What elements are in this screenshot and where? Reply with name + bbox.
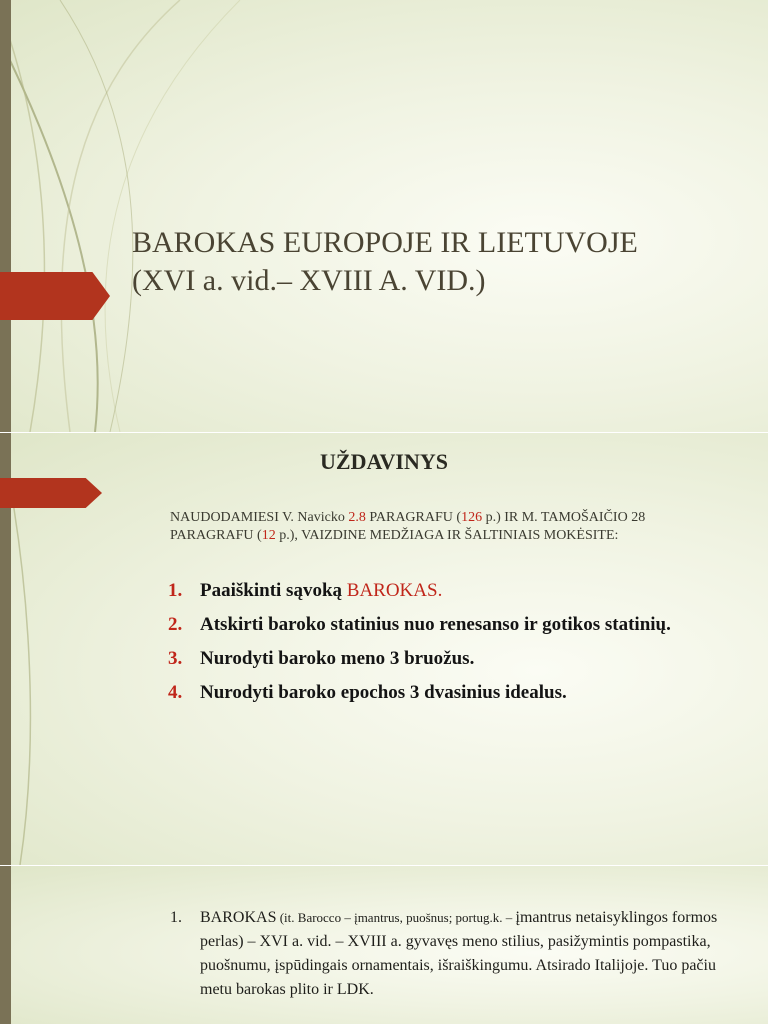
decorative-curves <box>0 0 260 432</box>
slide-tasks <box>0 433 768 865</box>
intro-part: NAUDODAMIESI V. Navicko <box>170 510 349 525</box>
section-heading: UŽDAVINYS <box>320 449 448 474</box>
accent-arrow <box>0 478 102 508</box>
slide-title-text <box>132 224 742 300</box>
task-number: 3. <box>168 648 183 669</box>
definition-text <box>200 906 750 1002</box>
task-item <box>168 645 688 673</box>
intro-highlight: 2.8 <box>348 510 366 525</box>
task-text: Atskirti baroko statinius nuo renesanso ir gotikos statinių. <box>200 614 671 635</box>
title-line-2: (XVI a. vid.– XVIII A. VID.) <box>132 264 486 297</box>
slide-title <box>0 0 768 432</box>
sidebar-stripe <box>0 866 11 1024</box>
task-number: 4. <box>168 682 183 703</box>
definition-term: BAROKAS <box>200 909 277 926</box>
intro-part: PARAGRAFU ( <box>365 510 462 525</box>
task-item <box>168 679 688 707</box>
sidebar-stripe <box>0 0 11 432</box>
intro-part: p.) IR M. TAMOŠAIČIO 28 PARAGRAFU ( <box>170 510 646 543</box>
intro-highlight: 12 <box>261 528 276 543</box>
definition-number: 1. <box>170 909 182 926</box>
definition-item <box>170 906 750 1002</box>
task-number: 1. <box>168 580 183 601</box>
task-text: Nurodyti baroko epochos 3 dvasinius idealus. <box>200 682 567 703</box>
task-number: 2. <box>168 614 183 635</box>
definition-body: įmantrus netaisyklingos formos perlas) – XVI a. vid. – XVIII a. gyvavęs meno stilius, pasižymintis pompastika, puošnumu, įspūdingais ornamentais, išraiškingumu. Atsirado Italijoje. Tuo pačiu metu barokas plito ir LDK. <box>200 909 718 998</box>
slide-definition <box>0 866 768 1024</box>
intro-part: p.), VAIZDINE MEDŽIAGA IR ŠALTINIAIS MOKĖSITE: <box>275 528 619 543</box>
task-text: Nurodyti baroko meno 3 bruožus. <box>200 648 475 669</box>
task-highlight: BAROKAS. <box>346 580 443 601</box>
intro-highlight: 126 <box>461 510 483 525</box>
title-line-1: BAROKAS EUROPOJE IR LIETUVOJE <box>132 226 638 259</box>
task-text: Paaiškinti sąvoką <box>200 580 347 601</box>
task-item <box>168 611 688 639</box>
accent-arrow <box>0 272 110 320</box>
definition-etymology: (it. Barocco – įmantrus, puošnus; portug.k. – <box>276 910 516 925</box>
task-list <box>168 577 688 713</box>
intro-text <box>170 509 710 545</box>
task-item <box>168 577 688 605</box>
